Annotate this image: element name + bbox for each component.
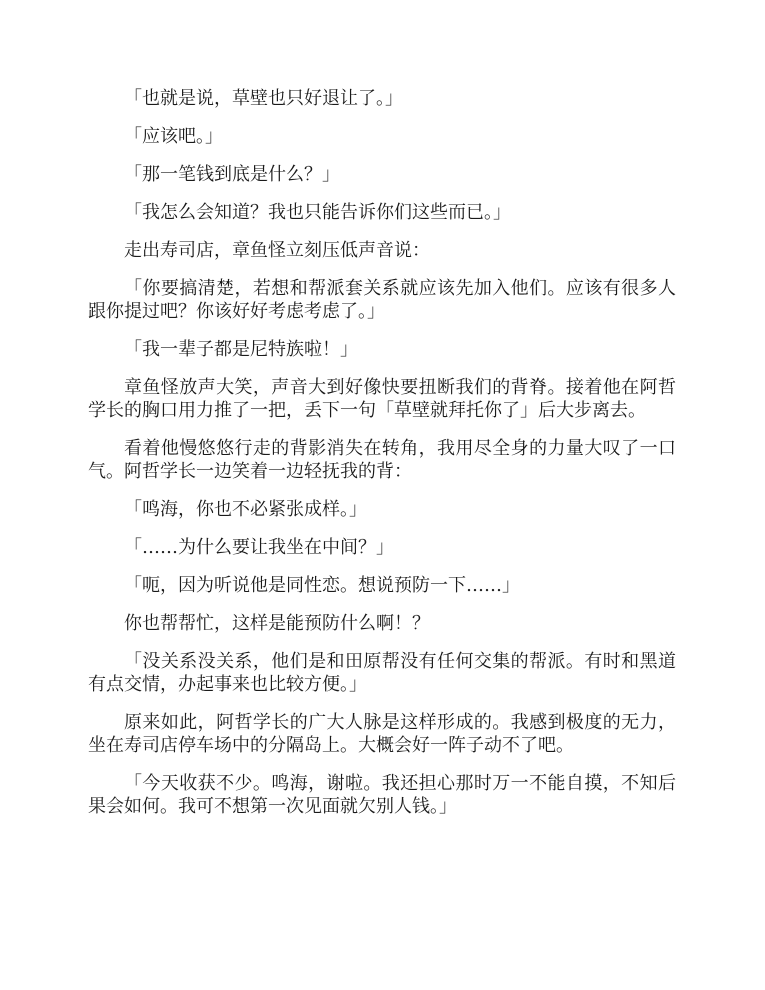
paragraph: 看着他慢悠悠行走的背影消失在转角，我用尽全身的力量大叹了一口气。阿哲学长一边笑着一边轻抚我的背： bbox=[88, 438, 676, 482]
paragraph: 章鱼怪放声大笑，声音大到好像快要扭断我们的背脊。接着他在阿哲学长的胸口用力推了一把，丢下一句「草壁就拜托你了」后大步离去。 bbox=[88, 377, 676, 421]
paragraph: 「没关系没关系，他们是和田原帮没有任何交集的帮派。有时和黑道有点交情，办起事来也比较方便。」 bbox=[88, 651, 676, 695]
paragraph: 「我一辈子都是尼特族啦！」 bbox=[124, 339, 358, 360]
paragraph: 原来如此，阿哲学长的广大人脉是这样形成的。我感到极度的无力，坐在寿司店停车场中的分隔岛上。大概会好一阵子动不了吧。 bbox=[88, 712, 676, 756]
paragraph: 「我怎么会知道？我也只能告诉你们这些而已。」 bbox=[124, 202, 511, 223]
paragraph: 「也就是说，草壁也只好退让了。」 bbox=[124, 88, 403, 109]
paragraph: 「你要搞清楚，若想和帮派套关系就应该先加入他们。应该有很多人跟你提过吧？你该好好考虑考虑了。」 bbox=[88, 278, 676, 322]
paragraph: 「应该吧。」 bbox=[124, 126, 223, 147]
paragraph: 「那一笔钱到底是什么？」 bbox=[124, 164, 340, 185]
body-text bbox=[88, 87, 676, 833]
paragraph: 你也帮帮忙，这样是能预防什么啊！？ bbox=[124, 613, 430, 634]
paragraph: 「今天收获不少。鸣海，谢啦。我还担心那时万一不能自摸，不知后果会如何。我可不想第一次见面就欠别人钱。」 bbox=[88, 773, 676, 817]
paragraph: 「……为什么要让我坐在中间？」 bbox=[124, 537, 394, 558]
paragraph: 走出寿司店，章鱼怪立刻压低声音说： bbox=[124, 240, 430, 261]
paragraph: 「鸣海，你也不必紧张成样。」 bbox=[124, 499, 367, 520]
paragraph: 「呃，因为听说他是同性恋。想说预防一下……」 bbox=[124, 575, 520, 596]
